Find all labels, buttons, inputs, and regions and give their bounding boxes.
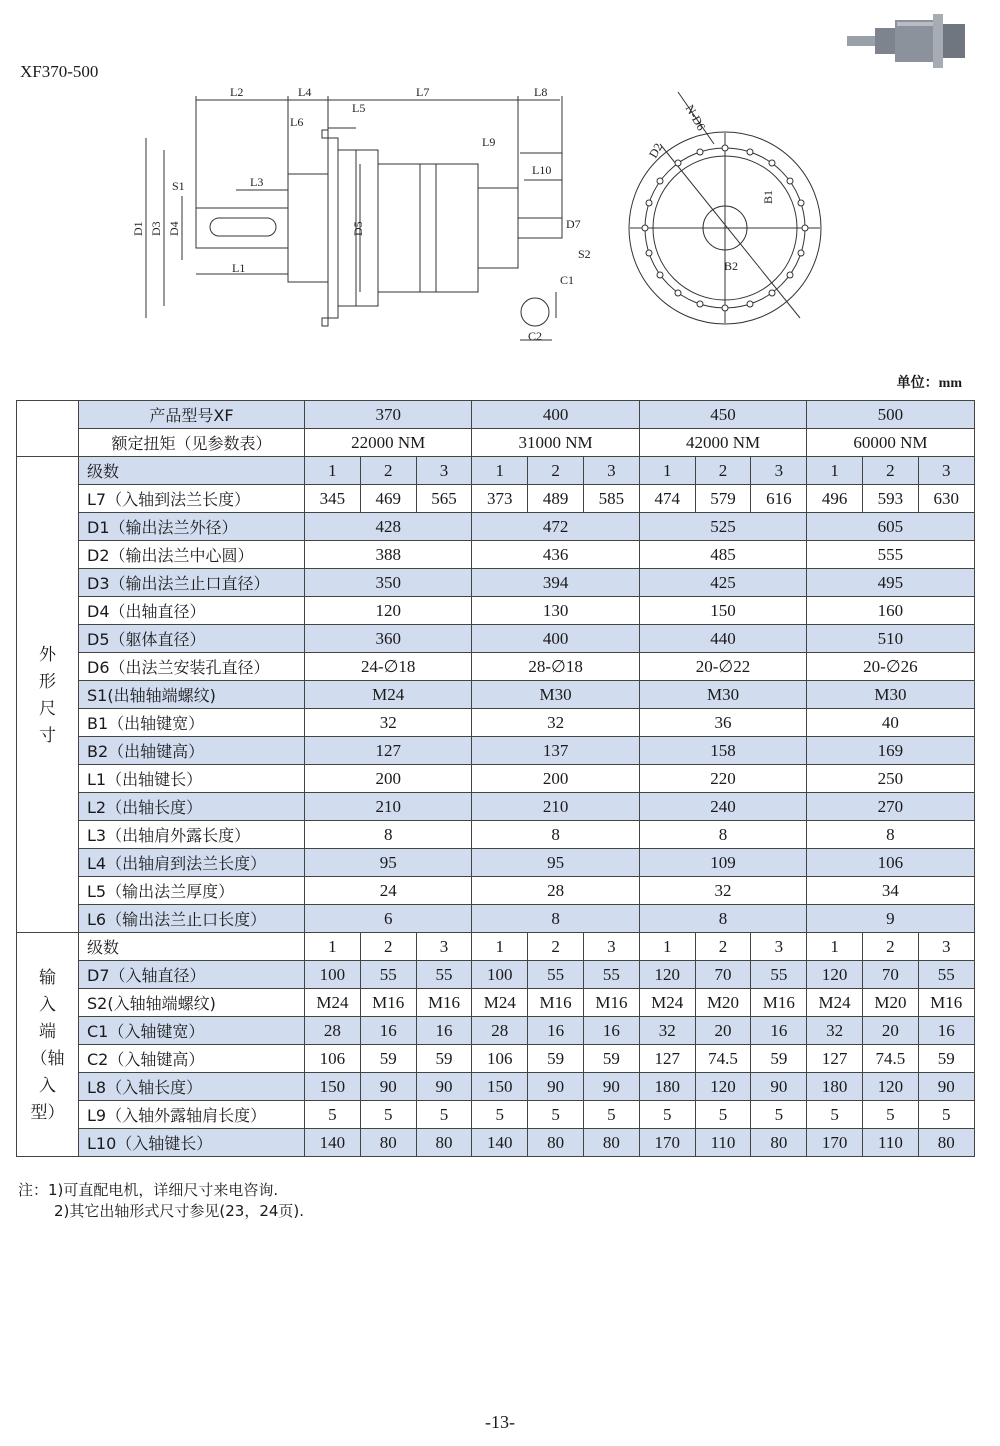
output-flange	[328, 138, 338, 318]
svg-text:D2: D2	[645, 140, 666, 161]
svg-text:L3: L3	[250, 175, 264, 189]
svg-text:B2: B2	[724, 259, 739, 273]
svg-text:D5: D5	[351, 221, 365, 236]
svg-text:D3: D3	[149, 221, 163, 236]
model-series-title: XF370-500	[20, 62, 99, 81]
spec-table	[16, 400, 975, 1157]
table-row	[17, 429, 975, 457]
svg-text:L4: L4	[298, 85, 312, 99]
svg-text:L10: L10	[532, 163, 552, 177]
torque-label: 额定扭矩（见参数表）	[79, 429, 305, 457]
gearbox-body	[378, 164, 478, 292]
svg-text:L1: L1	[232, 261, 246, 275]
notes	[18, 1180, 304, 1222]
model-cell: 500	[807, 401, 974, 429]
table-row: B2（出轴键高） 127 137 158 169	[17, 737, 975, 765]
output-key	[210, 218, 276, 236]
table-row: S1(出轴轴端螺纹) M24 M30 M30 M30	[17, 681, 975, 709]
product-photo	[845, 10, 970, 70]
table-row: 输 入 端 （轴 入 型） 级数 1 2 3 1 2 3 1 2 3 1 2 3	[17, 933, 975, 961]
note-2: 2)其它出轴形式尺寸参见(23，24页).	[54, 1202, 305, 1220]
table-row: D5（躯体直径） 360 400 440 510	[17, 625, 975, 653]
section-label-outer-dims: 外 形 尺 寸	[17, 457, 79, 933]
torque-cell: 42000 NM	[639, 429, 806, 457]
section-label-input: 输 入 端 （轴 入 型）	[17, 933, 79, 1157]
model-cell: 370	[305, 401, 472, 429]
table-row: L2（出轴长度） 210 210 240 270	[17, 793, 975, 821]
svg-text:L9: L9	[482, 135, 496, 149]
table-row: B1（出轴键宽） 32 32 36 40	[17, 709, 975, 737]
model-cell: 450	[639, 401, 806, 429]
svg-text:C2: C2	[528, 329, 543, 343]
torque-cell: 22000 NM	[305, 429, 472, 457]
svg-text:L7: L7	[416, 85, 430, 99]
table-row: L3（出轴肩外露长度） 8 8 8 8	[17, 821, 975, 849]
svg-text:B1: B1	[761, 189, 775, 204]
svg-text:N-D6: N-D6	[682, 102, 709, 133]
table-row	[17, 401, 975, 429]
svg-text:D4: D4	[167, 221, 181, 236]
table-row: L7（入轴到法兰长度） 345 469 565 373 489 585 474 579 616 496 593 630	[17, 485, 975, 513]
unit-label: 单位：mm	[896, 376, 962, 391]
table-row: L6（输出法兰止口长度） 6 8 8 9	[17, 905, 975, 933]
table-row: L8（入轴长度） 150 90 90 150 90 90 180 120 90 180 120 90	[17, 1073, 975, 1101]
svg-text:L8: L8	[534, 85, 548, 99]
table-row: C1（入轴键宽） 28 16 16 28 16 16 32 20 16 32 20 16	[17, 1017, 975, 1045]
torque-cell: 31000 NM	[472, 429, 639, 457]
model-cell: 400	[472, 401, 639, 429]
svg-text:S2: S2	[578, 247, 591, 261]
table-row: D6（出法兰安装孔直径） 24-∅18 28-∅18 20-∅22 20-∅26	[17, 653, 975, 681]
table-row: C2（入轴键高） 106 59 59 106 59 59 127 74.5 59 127 74.5 59	[17, 1045, 975, 1073]
svg-text:L2: L2	[230, 85, 244, 99]
technical-drawing	[120, 78, 840, 368]
table-row: L10（入轴键长） 140 80 80 140 80 80 170 110 80 170 110 80	[17, 1129, 975, 1157]
model-label: 产品型号XF	[79, 401, 305, 429]
table-row: L9（入轴外露轴肩长度） 5 5 5 5 5 5 5 5 5 5 5 5	[17, 1101, 975, 1129]
table-row: L1（出轴键长） 200 200 220 250	[17, 765, 975, 793]
table-row: D1（输出法兰外径） 428 472 525 605	[17, 513, 975, 541]
svg-text:C1: C1	[560, 273, 575, 287]
table-row: D2（输出法兰中心圆） 388 436 485 555	[17, 541, 975, 569]
svg-text:D7: D7	[566, 217, 581, 231]
table-row: D7（入轴直径） 100 55 55 100 55 55 120 70 55 120 70 55	[17, 961, 975, 989]
table-row: D3（输出法兰止口直径） 350 394 425 495	[17, 569, 975, 597]
table-row: L5（输出法兰厚度） 24 28 32 34	[17, 877, 975, 905]
table-row: L4（出轴肩到法兰长度） 95 95 109 106	[17, 849, 975, 877]
input-shaft	[518, 218, 562, 238]
table-row: 外 形 尺 寸 级数 1 2 3 1 2 3 1 2 3 1 2 3	[17, 457, 975, 485]
stage-label: 级数	[79, 457, 305, 485]
page-number: -13-	[485, 1412, 515, 1432]
svg-text:D1: D1	[131, 221, 145, 236]
svg-text:L6: L6	[290, 115, 304, 129]
svg-text:L5: L5	[352, 101, 366, 115]
table-row: D4（出轴直径） 120 130 150 160	[17, 597, 975, 625]
table-row: S2(入轴轴端螺纹) M24 M16 M16 M24 M16 M16 M24 M20 M16 M24 M20 M16	[17, 989, 975, 1017]
torque-cell: 60000 NM	[807, 429, 974, 457]
note-1: 注：1)可直配电机，详细尺寸来电咨询.	[18, 1181, 279, 1199]
svg-text:S1: S1	[172, 179, 185, 193]
